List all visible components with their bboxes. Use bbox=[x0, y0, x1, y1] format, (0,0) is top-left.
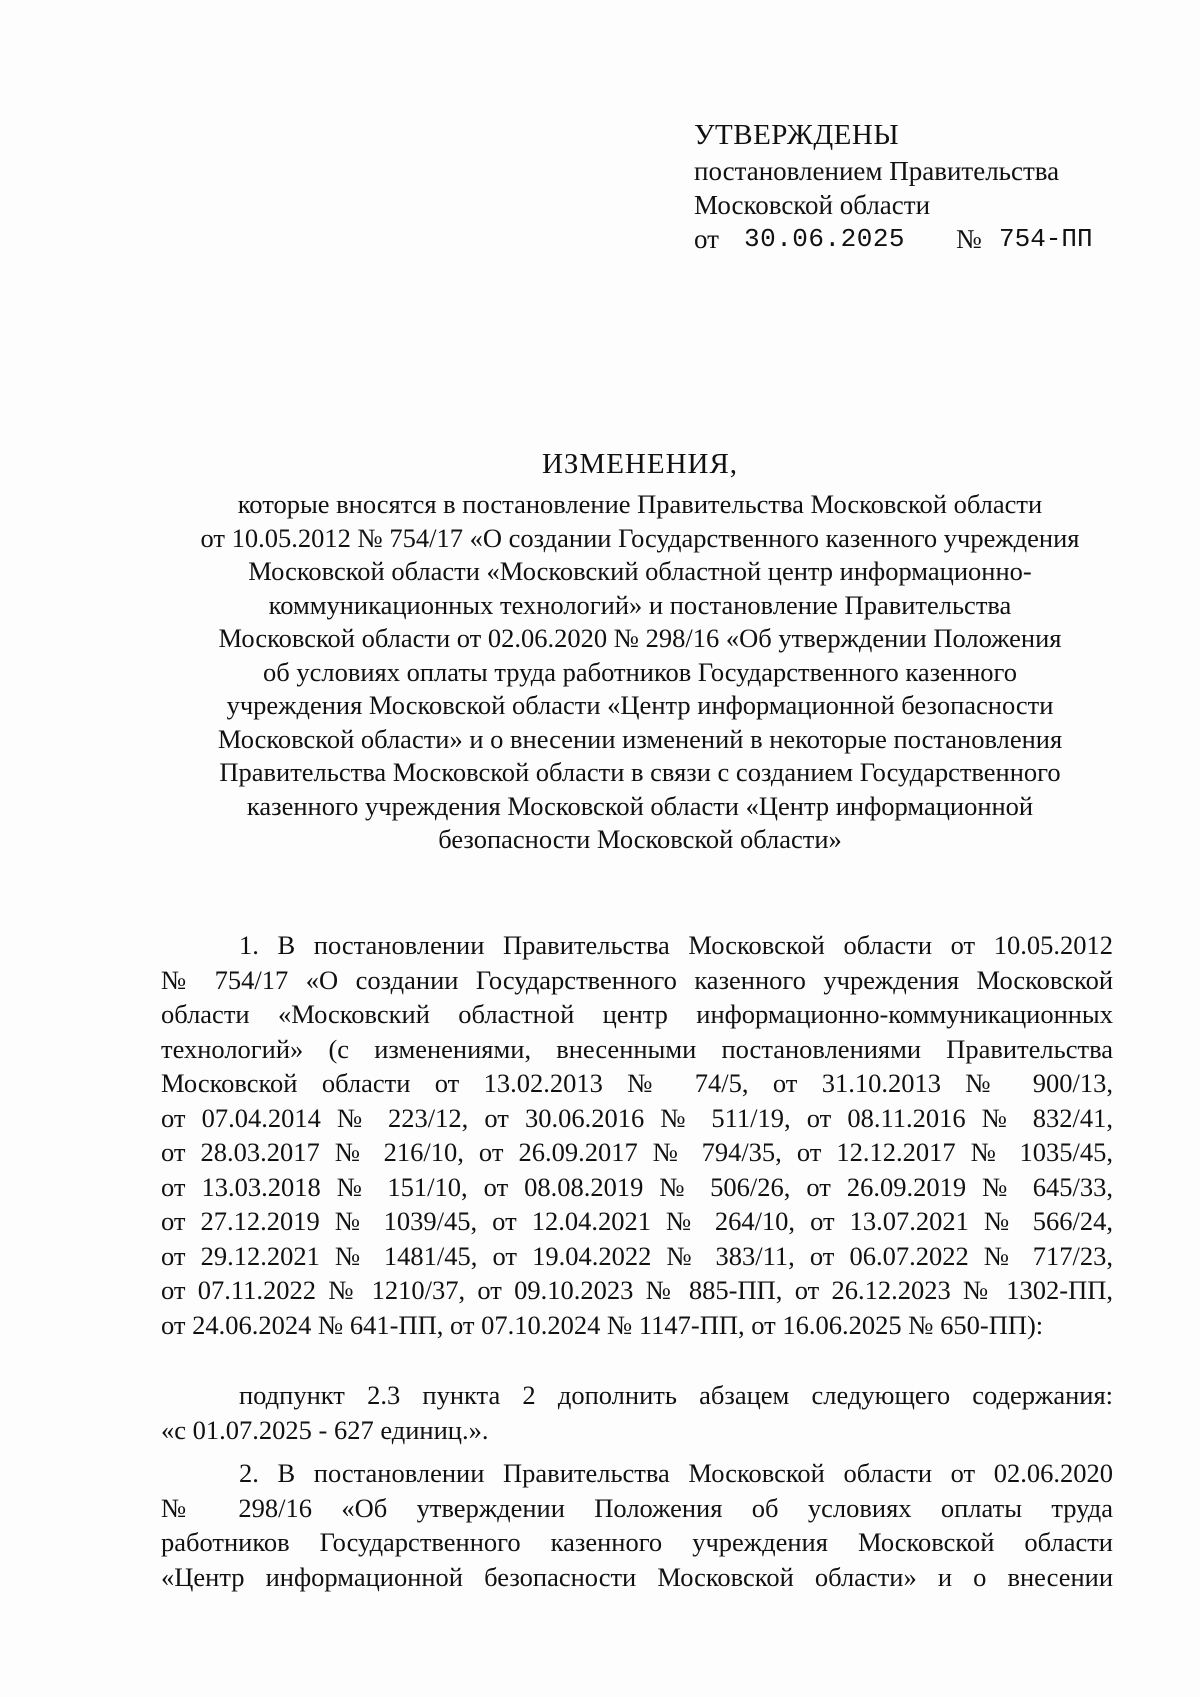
paragraph-1 bbox=[161, 928, 1113, 1342]
paragraph-line: работников Государственного казенного учреждения Московской области bbox=[161, 1527, 1113, 1557]
subtitle-line: учреждения Московской области «Центр информационной безопасности bbox=[226, 690, 1054, 720]
subtitle-line: безопасности Московской области» bbox=[438, 824, 842, 854]
paragraph-line: 2. В постановлении Правительства Московской области от 02.06.2020 bbox=[239, 1458, 1113, 1488]
paragraph-line: от 28.03.2017 № 216/10, от 26.09.2017 № 794/35, от 12.12.2017 № 1035/45, bbox=[161, 1137, 1113, 1167]
paragraph-line: от 29.12.2021 № 1481/45, от 19.04.2022 № 383/11, от 06.07.2022 № 717/23, bbox=[161, 1240, 1113, 1271]
paragraph-line: «с 01.07.2025 - 627 единиц.». bbox=[161, 1414, 489, 1445]
paragraph-line: от 07.04.2014 № 223/12, от 30.06.2016 № 511/19, от 08.11.2016 № 832/41, bbox=[161, 1102, 1113, 1133]
approval-date-prefix: от bbox=[694, 224, 719, 254]
paragraph-line: от 24.06.2024 № 641-ПП, от 07.10.2024 № 1147-ПП, от 16.06.2025 № 650-ПП): bbox=[161, 1309, 1044, 1340]
paragraph-line: подпункт 2.3 пункта 2 дополнить абзацем следующего содержания: bbox=[239, 1380, 1113, 1410]
subtitle-line: от 10.05.2012 № 754/17 «О создании Государственного казенного учреждения bbox=[200, 522, 1080, 553]
approval-line-1: постановлением Правительства bbox=[694, 156, 1060, 186]
subtitle-line: Московской области от 02.06.2020 № 298/16 «Об утверждении Положения bbox=[218, 623, 1062, 653]
paragraph-line: области «Московский областной центр информационно-коммуникационных bbox=[161, 999, 1113, 1029]
subtitle-line: казенного учреждения Московской области «Центр информационной bbox=[246, 790, 1034, 821]
document-subtitle bbox=[150, 488, 1130, 857]
paragraph-line: № 754/17 «О создании Государственного казенного учреждения Московской bbox=[161, 964, 1113, 995]
paragraph-line: «Центр информационной безопасности Московской области» и о внесении bbox=[161, 1561, 1113, 1592]
subtitle-line: Правительства Московской области в связи с созданием Государственного bbox=[219, 757, 1061, 787]
subtitle-line: Московской области «Московский областной центр информационно- bbox=[248, 556, 1032, 586]
approval-number-sign: № bbox=[956, 224, 982, 254]
paragraph-line: технологий» (с изменениями, внесенными постановлениями Правительства bbox=[161, 1033, 1113, 1064]
paragraph-line: № 298/16 «Об утверждении Положения об условиях оплаты труда bbox=[161, 1492, 1113, 1523]
approval-line-2: Московской области bbox=[694, 190, 931, 220]
approval-date: 30.06.2025 bbox=[744, 224, 906, 254]
subtitle-line: которые вносятся в постановление Правительства Московской области bbox=[237, 489, 1043, 519]
approval-block bbox=[694, 118, 1114, 258]
subtitle-line: об условиях оплаты труда работников Государственного казенного bbox=[263, 656, 1017, 687]
paragraph-2 bbox=[161, 1456, 1113, 1594]
paragraph-line: Московской области от 13.02.2013 № 74/5, от 31.10.2013 № 900/13, bbox=[161, 1068, 1113, 1098]
document-title: ИЗМЕНЕНИЯ, bbox=[541, 448, 739, 480]
paragraph-line: от 27.12.2019 № 1039/45, от 12.04.2021 № 264/10, от 13.07.2021 № 566/24, bbox=[161, 1206, 1113, 1236]
subtitle-line: коммуникационных технологий» и постановление Правительства bbox=[268, 589, 1012, 620]
approval-number: 754-ПП bbox=[999, 224, 1093, 254]
paragraph-line: от 13.03.2018 № 151/10, от 08.08.2019 № 506/26, от 26.09.2019 № 645/33, bbox=[161, 1171, 1113, 1202]
approval-date-row bbox=[694, 222, 1114, 258]
subparagraph-1 bbox=[161, 1378, 1113, 1447]
paragraph-line: от 07.11.2022 № 1210/37, от 09.10.2023 № 885-ПП, от 26.12.2023 № 1302-ПП, bbox=[161, 1275, 1113, 1305]
approval-heading: УТВЕРЖДЕНЫ bbox=[694, 119, 900, 151]
subtitle-line: Московской области» и о внесении изменений в некоторые постановления bbox=[217, 723, 1063, 754]
paragraph-line: 1. В постановлении Правительства Московской области от 10.05.2012 bbox=[239, 930, 1113, 960]
